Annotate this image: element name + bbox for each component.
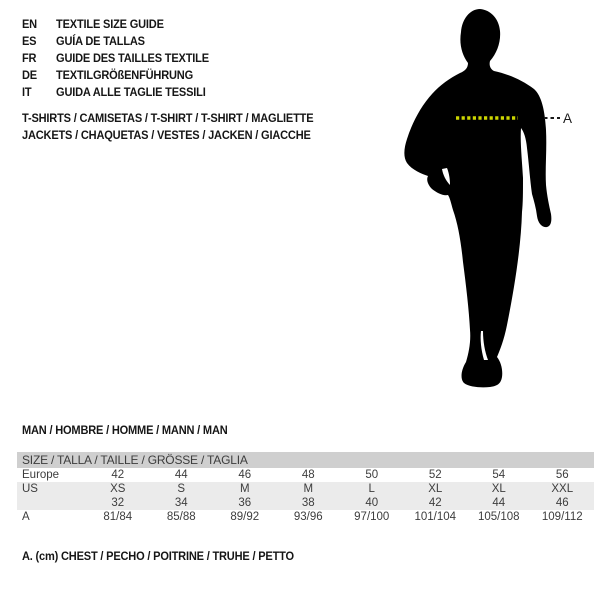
language-list [22,15,225,101]
size-cell: 46 [238,469,252,481]
size-cell: XL [491,483,506,495]
language-label: GUIDA ALLE TAGLIE TESSILI [56,85,206,100]
category-line-jackets: JACKETS / CHAQUETAS / VESTES / JACKEN / GIACCHE [22,128,311,143]
language-row [22,15,209,32]
man-silhouette-svg [398,5,575,395]
table-row-chest-a [17,510,594,524]
size-cell: 93/96 [293,511,323,523]
size-cell: 97/100 [354,511,390,523]
language-label: TEXTILGRÖßENFÜHRUNG [56,68,194,83]
language-label: TEXTILE SIZE GUIDE [56,16,164,31]
language-code: FR [22,50,37,65]
size-cell: 85/88 [166,511,196,523]
size-cell: M [303,483,314,495]
row-label [17,496,86,510]
size-cell: 81/84 [103,511,133,523]
size-cell: 54 [492,469,506,481]
language-label: GUIDE DES TAILLES TEXTILE [56,50,209,65]
size-cell: 40 [365,497,379,509]
row-label: Europe [22,469,60,481]
size-cell: 89/92 [230,511,260,523]
size-cell: 52 [428,469,442,481]
man-silhouette [404,9,551,387]
measure-label-a: A [563,111,573,126]
size-cell: 34 [174,497,188,509]
size-cell: XL [428,483,443,495]
size-cell: 42 [428,497,442,509]
language-code: EN [22,16,37,31]
table-row-europe [17,468,594,482]
size-cell: 56 [555,469,569,481]
section-title: MAN / HOMBRE / HOMME / MANN / MAN [22,423,228,437]
table-row-numeric [17,496,594,510]
size-table-header: SIZE / TALLA / TAILLE / GRÖSSE / TAGLIA [17,452,594,468]
language-row [22,67,209,84]
table-row-us [17,482,594,496]
size-table-header-row [17,452,594,468]
language-code: ES [22,33,37,48]
size-cell: XS [110,483,126,495]
language-label: GUÍA DE TALLAS [56,33,145,48]
size-cell: M [239,483,250,495]
size-cell: 46 [555,497,569,509]
size-cell: 109/112 [541,511,583,523]
size-cell: 44 [492,497,506,509]
language-row [22,32,209,49]
measurement-legend: A. (cm) CHEST / PECHO / POITRINE / TRUHE / PETTO [22,549,294,563]
size-table [17,452,594,524]
size-cell: 105/108 [477,511,520,523]
size-cell: L [368,483,375,495]
size-cell: 32 [111,497,125,509]
row-label: A [22,511,30,523]
size-cell: 36 [238,497,252,509]
language-code: DE [22,68,37,83]
category-line-tshirts: T-SHIRTS / CAMISETAS / T-SHIRT / T-SHIRT / MAGLIETTE [22,111,314,125]
size-cell: 44 [174,469,188,481]
size-cell: 42 [111,469,125,481]
language-row [22,49,209,66]
row-label: US [22,483,38,495]
size-cell: S [177,483,186,495]
size-cell: 38 [301,497,315,509]
size-figure [398,5,575,395]
size-cell: 101/104 [414,511,457,523]
category-list [22,110,339,144]
language-code: IT [22,85,32,100]
size-cell: 48 [301,469,315,481]
size-cell: 50 [365,469,379,481]
language-row [22,84,209,101]
size-cell: XXL [551,483,574,495]
